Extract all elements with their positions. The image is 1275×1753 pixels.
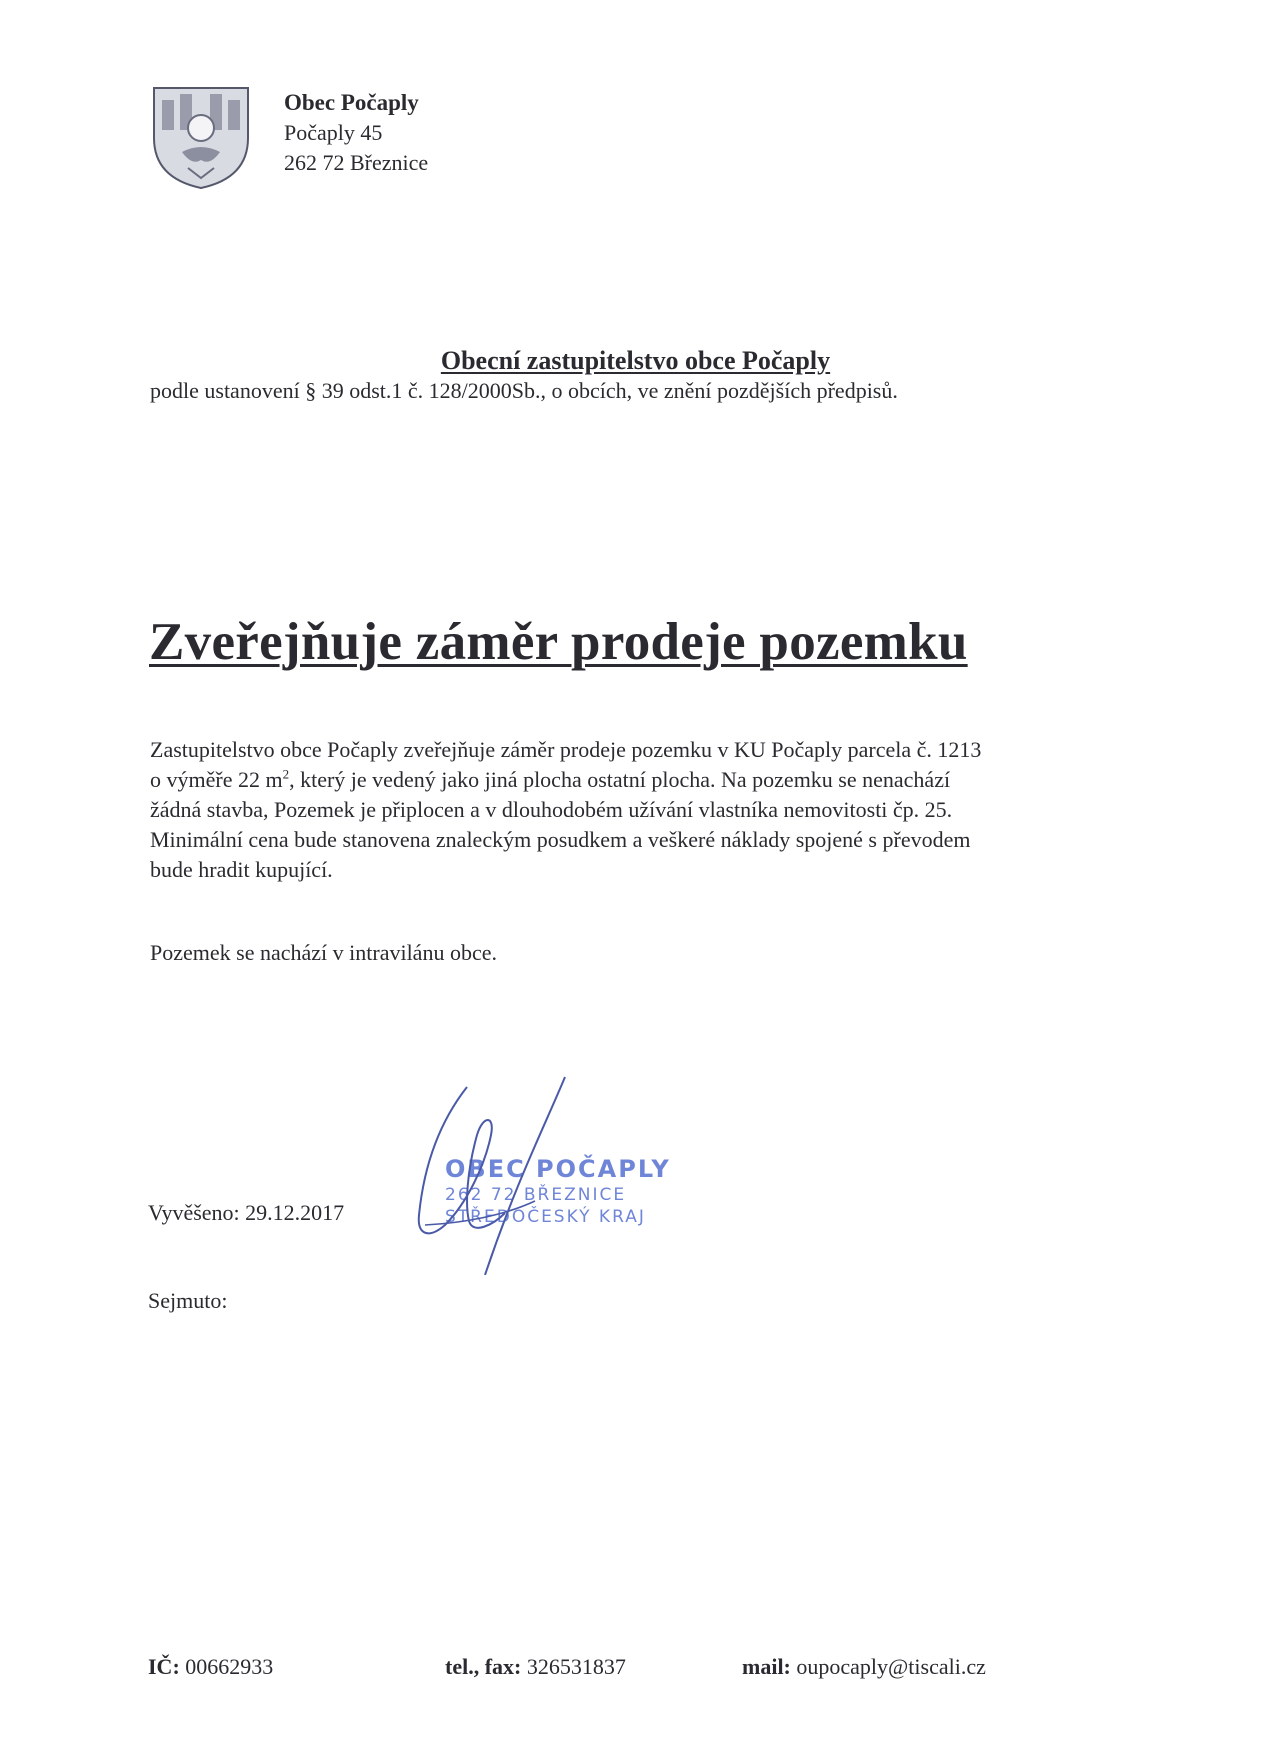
footer-tel-label: tel., fax: xyxy=(445,1654,522,1679)
municipal-crest-icon xyxy=(152,86,250,190)
legal-basis: podle ustanovení § 39 odst.1 č. 128/2000Sb., o obcích, ve znění pozdějších předpisů. xyxy=(150,378,898,403)
footer-phone xyxy=(445,1654,626,1680)
handwritten-signature xyxy=(405,1075,605,1275)
address-line-1: Počaply 45 xyxy=(284,120,383,145)
body-line-3: žádná stavba, Pozemek je připlocen a v dlouhodobém užívání vlastníka nemovitosti čp. 25. xyxy=(150,797,953,822)
stamp-line-3: STŘEDOČESKÝ KRAJ xyxy=(445,1207,646,1227)
footer-tel-value: 326531837 xyxy=(526,1654,626,1679)
posted-label: Vyvěšeno: xyxy=(148,1200,240,1225)
org-name: Obec Počaply xyxy=(284,90,419,115)
footer-email xyxy=(742,1654,986,1680)
address-line-2: 262 72 Březnice xyxy=(284,150,429,175)
council-title: Obecní zastupitelstvo obce Počaply xyxy=(440,346,831,375)
letterhead xyxy=(284,88,428,178)
council-heading xyxy=(150,346,1093,404)
removed-label: Sejmuto: xyxy=(148,1288,228,1313)
footer-company-id xyxy=(148,1654,273,1680)
posted-date: 29.12.2017 xyxy=(245,1200,345,1225)
posted-date-line xyxy=(148,1200,344,1226)
body-line-2-start: o výměře 22 m xyxy=(150,767,283,792)
stamp-line-1: OBEC POČAPLY xyxy=(445,1155,671,1183)
body-line-1: Zastupitelstvo obce Počaply zveřejňuje záměr prodeje pozemku v KU Počaply parcela č. 1213 xyxy=(150,737,982,762)
document-headline: Zveřejňuje záměr prodeje pozemku xyxy=(149,613,968,671)
body-line-4: Minimální cena bude stanovena znaleckým posudkem a veškeré náklady spojené s převodem xyxy=(150,827,971,852)
area-exponent: 2 xyxy=(282,766,290,782)
footer-ic-value: 00662933 xyxy=(185,1654,274,1679)
notice-body xyxy=(150,735,1100,885)
footer-ic-label: IČ: xyxy=(148,1654,180,1679)
body-line-5: bude hradit kupující. xyxy=(150,857,333,882)
footer-mail-label: mail: xyxy=(742,1654,791,1679)
footer-mail-value: oupocaply@tiscali.cz xyxy=(796,1654,986,1679)
removed-date-line xyxy=(148,1288,227,1314)
body-line-2 xyxy=(150,765,1100,795)
location-note: Pozemek se nachází v intravilánu obce. xyxy=(150,940,497,965)
body-line-2-end: , který je vedený jako jiná plocha ostatní plocha. Na pozemku se nenachází xyxy=(289,767,951,792)
stamp-line-2: 262 72 BŘEZNICE xyxy=(445,1185,627,1205)
